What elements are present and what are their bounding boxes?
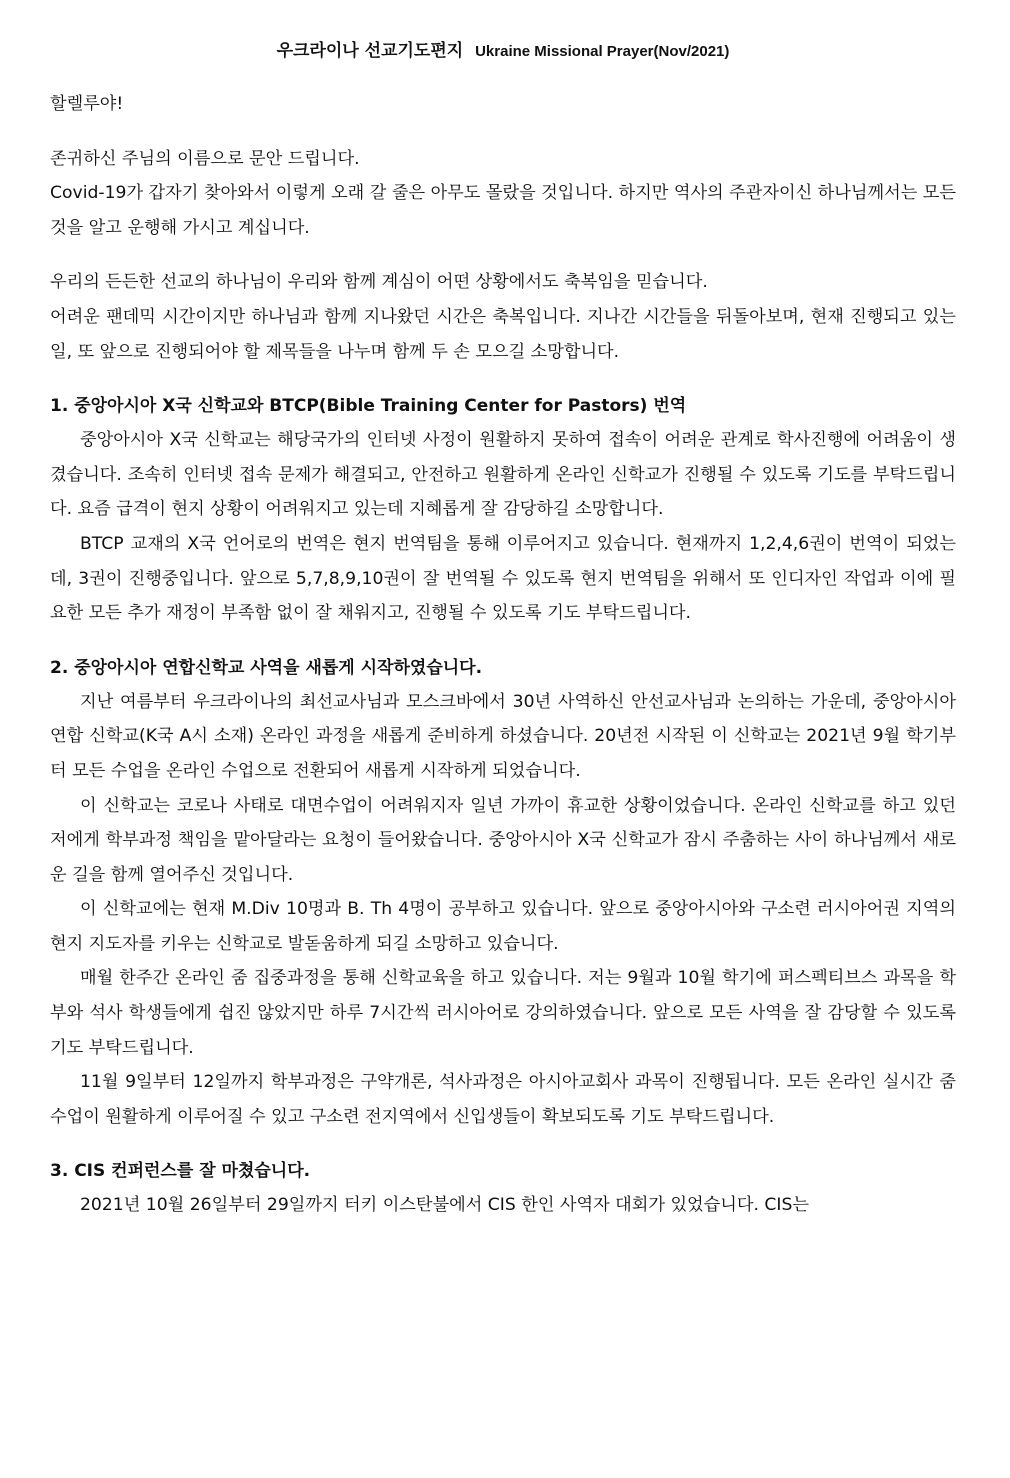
section-1-heading: 1. 중앙아시아 X국 신학교와 BTCP(Bible Training Center for Pastors) 번역: [50, 396, 687, 417]
section-2-paragraph-1: 지난 여름부터 우크라이나의 최선교사님과 모스크바에서 30년 사역하신 안선교사님과 논의하는 가운데, 중앙아시아 연합 신학교(K국 A시 소재) 온라인 과정을 새롭게 준비하게 하셨습니다. 20년전 시작된 이 신학교는 2021년 9월 학기부터 모든 수업을 온라인 수업으로 전환되어 새롭게 시작하게 되었습니다.: [50, 691, 956, 781]
section-2-paragraph-2: 이 신학교는 코로나 사태로 대면수업이 어려워지자 일년 가까이 휴교한 상황이었습니다. 온라인 신학교를 하고 있던 저에게 학부과정 책임을 맡아달라는 요청이 들어왔습니다. 중앙아시아 X국 신학교가 잠시 주춤하는 사이 하나님께서 새로운 길을 함께 열어주신 것입니다.: [50, 795, 956, 885]
intro-paragraph-4: 어려운 팬데믹 시간이지만 하나님과 함께 지나왔던 시간은 축복입니다. 지나간 시간들을 뒤돌아보며, 현재 진행되고 있는 일, 또 앞으로 진행되어야 할 제목들을 나누며 함께 두 손 모으길 소망합니다.: [50, 306, 956, 362]
intro-paragraph-1: 존귀하신 주님의 이름으로 문안 드립니다.: [50, 148, 360, 169]
section-2-heading: 2. 중앙아시아 연합신학교 사역을 새롭게 시작하였습니다.: [50, 657, 483, 678]
section-2-paragraph-5: 11월 9일부터 12일까지 학부과정은 구약개론, 석사과정은 아시아교회사 과목이 진행됩니다. 모든 온라인 실시간 줌 수업이 원활하게 이루어질 수 있고 구소련 전지역에서 신입생들이 확보되도록 기도 부탁드립니다.: [50, 1072, 956, 1127]
intro-paragraph-2: Covid-19가 갑자기 찾아와서 이렇게 오래 갈 줄은 아무도 몰랐을 것입니다. 하지만 역사의 주관자이신 하나님께서는 모든 것을 알고 운행해 가시고 계십니다.: [50, 183, 956, 238]
section-2-paragraph-4: 매월 한주간 온라인 줌 집중과정을 통해 신학교육을 하고 있습니다. 저는 9월과 10월 학기에 퍼스펙티브스 과목을 학부와 석사 학생들에게 쉽진 않았지만 하루 7시간씩 러시아어로 강의하였습니다. 앞으로 모든 사역을 잘 감당할 수 있도록 기도 부탁드립니다.: [50, 968, 956, 1058]
intro-paragraph-3: 우리의 든든한 선교의 하나님이 우리와 함께 계심이 어떤 상황에서도 축복임을 믿습니다.: [50, 272, 708, 293]
letter-title: [50, 36, 956, 67]
section-3-paragraph-1: 2021년 10월 26일부터 29일까지 터키 이스탄불에서 CIS 한인 사역자 대회가 있었습니다. CIS는: [80, 1195, 809, 1216]
spacer: [50, 1134, 956, 1154]
greeting: 할렐루야!: [50, 94, 124, 114]
title-english: Ukraine Missional Prayer(Nov/2021): [475, 43, 730, 60]
spacer: [50, 245, 956, 265]
section-1-paragraph-1: 중앙아시아 X국 신학교는 해당국가의 인터넷 사정이 원활하지 못하여 접속이 어려운 관계로 학사진행에 어려움이 생겼습니다. 조속히 인터넷 접속 문제가 해결되고, 안전하고 원활하게 온라인 신학교가 진행될 수 있도록 기도를 부탁드립니다. 요즘 급격이 현지 상황이 어려워지고 있는데 지혜롭게 잘 감당하길 소망합니다.: [50, 430, 956, 520]
spacer: [50, 369, 956, 389]
section-3-heading: 3. CIS 컨퍼런스를 잘 마쳤습니다.: [50, 1161, 311, 1182]
section-2-paragraph-3: 이 신학교에는 현재 M.Div 10명과 B. Th 4명이 공부하고 있습니다. 앞으로 중앙아시아와 구소련 러시아어권 지역의 현지 지도자를 키우는 신학교로 발돋움하게 되길 소망하고 있습니다.: [50, 899, 956, 954]
letter-page: [50, 36, 956, 1223]
spacer: [50, 631, 956, 651]
spacer: [50, 122, 956, 142]
section-1-paragraph-2: BTCP 교재의 X국 언어로의 번역은 현지 번역팀을 통해 이루어지고 있습니다. 현재까지 1,2,4,6권이 번역이 되었는데, 3권이 진행중입니다. 앞으로 5,7,8,9,10권이 잘 번역될 수 있도록 현지 번역팀을 위해서 또 인디자인 작업과 이에 필요한 모든 추가 재정이 부족함 없이 잘 채워지고, 진행될 수 있도록 기도 부탁드립니다.: [50, 533, 956, 624]
title-korean: 우크라이나 선교기도편지: [276, 41, 464, 61]
